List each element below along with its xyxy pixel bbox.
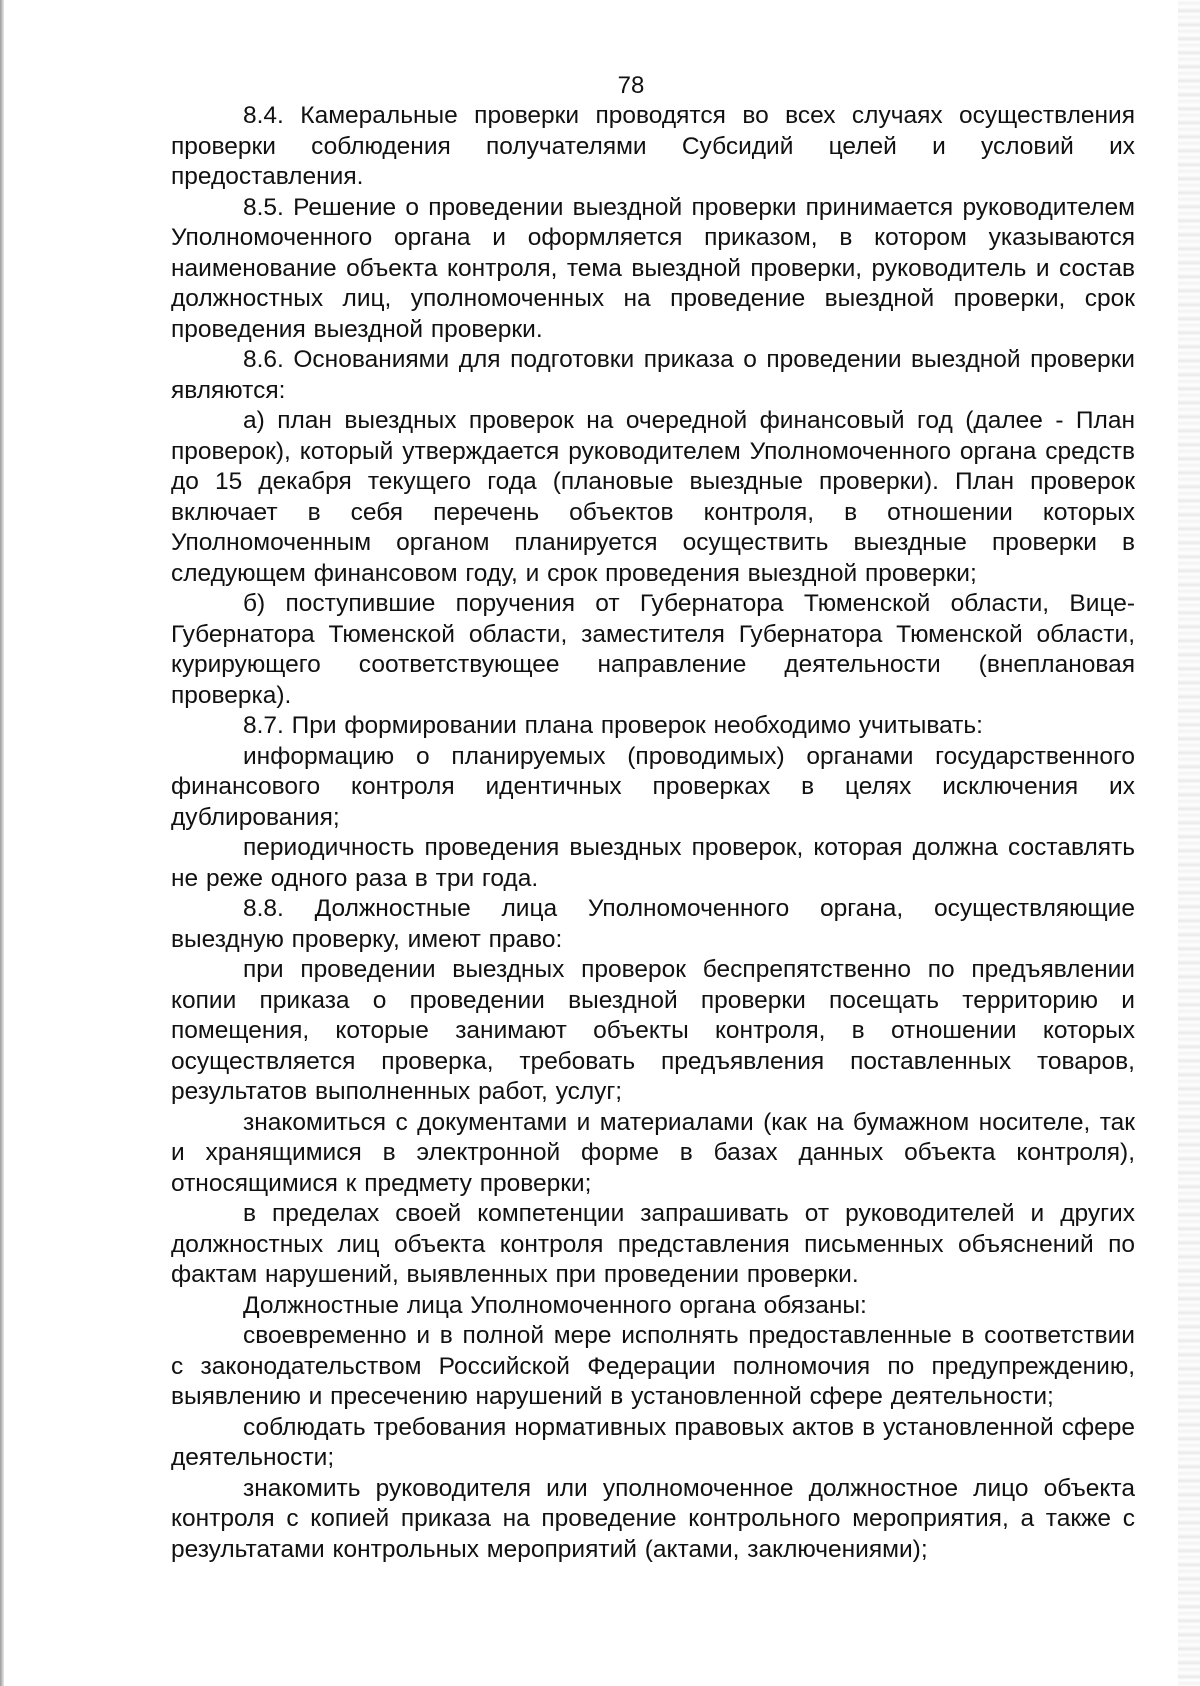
paragraph-8-6-a: а) план выездных проверок на очередной финансовый год (далее - План проверок), который утверждается руководителем Уполномоченного органа средств до 15 декабря текущего года (плановые выездные проверки). План проверок включает в себя перечень объектов контроля, в отношении которых Уполномоченным органом планируется осуществить выездные проверки в следующем финансовом году, и срок проведения выездной проверки; [171,407,1135,587]
paragraph-obligation-2: соблюдать требования нормативных правовых актов в установленной сфере деятельности; [171,1413,1135,1471]
paragraph-obligation-3: знакомить руководителя или уполномоченное должностное лицо объекта контроля с копией приказа на проведение контрольного мероприятия, а также с результатами контрольных мероприятий (актами, заключениями); [171,1474,1135,1563]
paragraph-8-4: 8.4. Камеральные проверки проводятся во всех случаях осуществления проверки соблюдения получателями Субсидий целей и условий их предоставления. [171,102,1135,190]
document-body [171,101,1135,1565]
paragraph-obligations-heading: Должностные лица Уполномоченного органа обязаны: [243,1291,867,1319]
page-number: 78 [617,72,645,99]
paragraph-8-8-right-1: при проведении выездных проверок беспрепятственно по предъявлении копии приказа о проведении выездной проверки посещать территорию и помещения, которые занимают объекты контроля, в отношении которых осуществляется проверка, требовать предъявления поставленных товаров, результатов выполненных работ, услуг; [171,956,1135,1105]
paragraph-8-7-item-2: периодичность проведения выездных проверок, которая должна составлять не реже одного раза в три года. [171,834,1135,892]
paragraph-8-5: 8.5. Решение о проведении выездной проверки принимается руководителем Уполномоченного органа и оформляется приказом, в котором указываются наименование объекта контроля, тема выездной проверки, руководитель и состав должностных лиц, уполномоченных на проведение выездной проверки, срок проведения выездной проверки. [171,193,1135,343]
scan-edge-left [0,0,4,1686]
paragraph-8-6-b: б) поступившие поручения от Губернатора Тюменской области, Вице-Губернатора Тюменской области, заместителя Губернатора Тюменской области, курирующего соответствующее направление деятельности (внеплановая проверка). [171,590,1135,709]
paragraph-8-8-right-3: в пределах своей компетенции запрашивать от руководителей и других должностных лиц объекта контроля представления письменных объяснений по фактам нарушений, выявленных при проведении проверки. [171,1200,1135,1288]
paragraph-8-7: 8.7. При формировании плана проверок необходимо учитывать: [243,712,983,739]
scan-edge-right [1178,0,1200,1686]
paragraph-8-8: 8.8. Должностные лица Уполномоченного органа, осуществляющие выездную проверку, имеют право: [171,895,1135,953]
paragraph-8-8-right-2: знакомиться с документами и материалами (как на бумажном носителе, так и хранящимися в электронной форме в базах данных объекта контроля), относящимися к предмету проверки; [171,1108,1135,1197]
paragraph-8-7-item-1: информацию о планируемых (проводимых) органами государственного финансового контроля идентичных проверках в целях исключения их дублирования; [171,742,1135,831]
paragraph-8-6: 8.6. Основаниями для подготовки приказа о проведении выездной проверки являются: [171,346,1135,404]
paragraph-obligation-1: своевременно и в полной мере исполнять предоставленные в соответствии с законодательством Российской Федерации полномочия по предупреждению, выявлению и пресечению нарушений в установленной сфере деятельности; [171,1322,1135,1410]
